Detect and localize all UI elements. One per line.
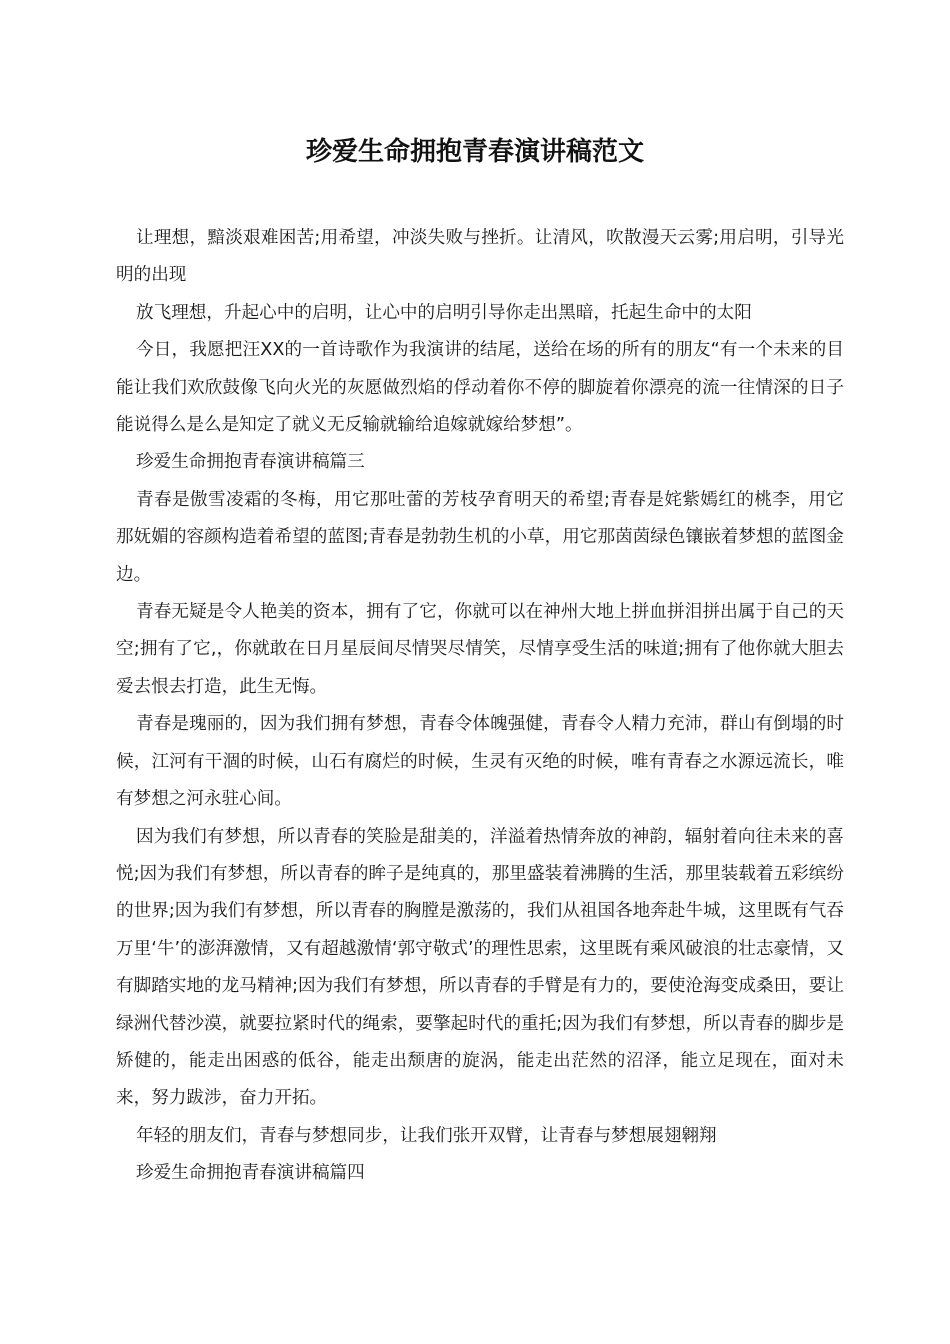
paragraph-5: 青春是傲雪凌霜的冬梅，用它那吐蕾的芳枝孕育明天的希望;青春是姹紫嫣红的桃李，用它那妩媚的容颜构造着希望的蓝图;青春是勃勃生机的小草，用它那茵茵绿色镶嵌着梦想的蓝图金边。 bbox=[116, 489, 844, 585]
paragraph-9: 年轻的朋友们，青春与梦想同步，让我们张开双臂，让青春与梦想展翅翱翔 bbox=[136, 1125, 717, 1146]
document-body bbox=[116, 220, 844, 1193]
section-heading-part-3: 珍爱生命拥抱青春演讲稿篇三 bbox=[136, 452, 365, 473]
paragraph-7: 青春是瑰丽的，因为我们拥有梦想，青春令体魄强健，青春令人精力充沛，群山有倒塌的时候，江河有干涸的时候，山石有腐烂的时候，生灵有灭绝的时候，唯有青春之水源远流长，唯有梦想之河永驻心间。 bbox=[116, 714, 844, 810]
paragraph-2: 放飞理想，升起心中的启明，让心中的启明引导你走出黑暗，托起生命中的太阳 bbox=[136, 302, 752, 323]
paragraph-6: 青春无疑是令人艳美的资本，拥有了它，你就可以在神州大地上拼血拼泪拼出属于自己的天空;拥有了它,，你就敢在日月星辰间尽情哭尽情笑，尽情享受生活的味道;拥有了他你就大胆去爱去恨去打造，此生无悔。 bbox=[116, 602, 844, 697]
paragraph-8: 因为我们有梦想，所以青春的笑脸是甜美的，洋溢着热情奔放的神韵，辐射着向往未来的喜悦;因为我们有梦想，所以青春的眸子是纯真的，那里盛装着沸腾的生活，那里装载着五彩缤纷的世界;因为我们有梦想，所以青春的胸膛是激荡的，我们从祖国各地奔赴牛城，这里既有气吞万里‘牛’的澎湃激情，又有超越激情‘郭守敬式’的理性思索，这里既有乘风破浪的壮志豪情，又有脚踏实地的龙马精神;因为我们有梦想，所以青春的手臂是有力的，要使沧海变成桑田，要让绿洲代替沙漠，就要拉紧时代的绳索，要擎起时代的重托;因为我们有梦想，所以青春的脚步是矫健的，能走出困惑的低谷，能走出颓唐的旋涡，能走出茫然的沼泽，能立足现在，面对未来，努力跋涉，奋力开拓。 bbox=[116, 826, 844, 1109]
document-title: 珍爱生命拥抱青春演讲稿范文 bbox=[305, 137, 644, 167]
paragraph-3: 今日，我愿把汪XX的一首诗歌作为我演讲的结尾，送给在场的所有的朋友“有一个未来的目能让我们欢欣鼓像飞向火光的灰愿做烈焰的俘动着你不停的脚旋着你漂亮的流一往情深的日子能说得么是么是知定了就义无反输就输给追嫁就嫁给梦想”。 bbox=[116, 340, 844, 436]
paragraph-1: 让理想，黯淡艰难困苦;用希望，冲淡失败与挫折。让清风，吹散漫天云雾;用启明，引导光明的出现 bbox=[116, 228, 844, 286]
section-heading-part-4: 珍爱生命拥抱青春演讲稿篇四 bbox=[136, 1163, 365, 1184]
